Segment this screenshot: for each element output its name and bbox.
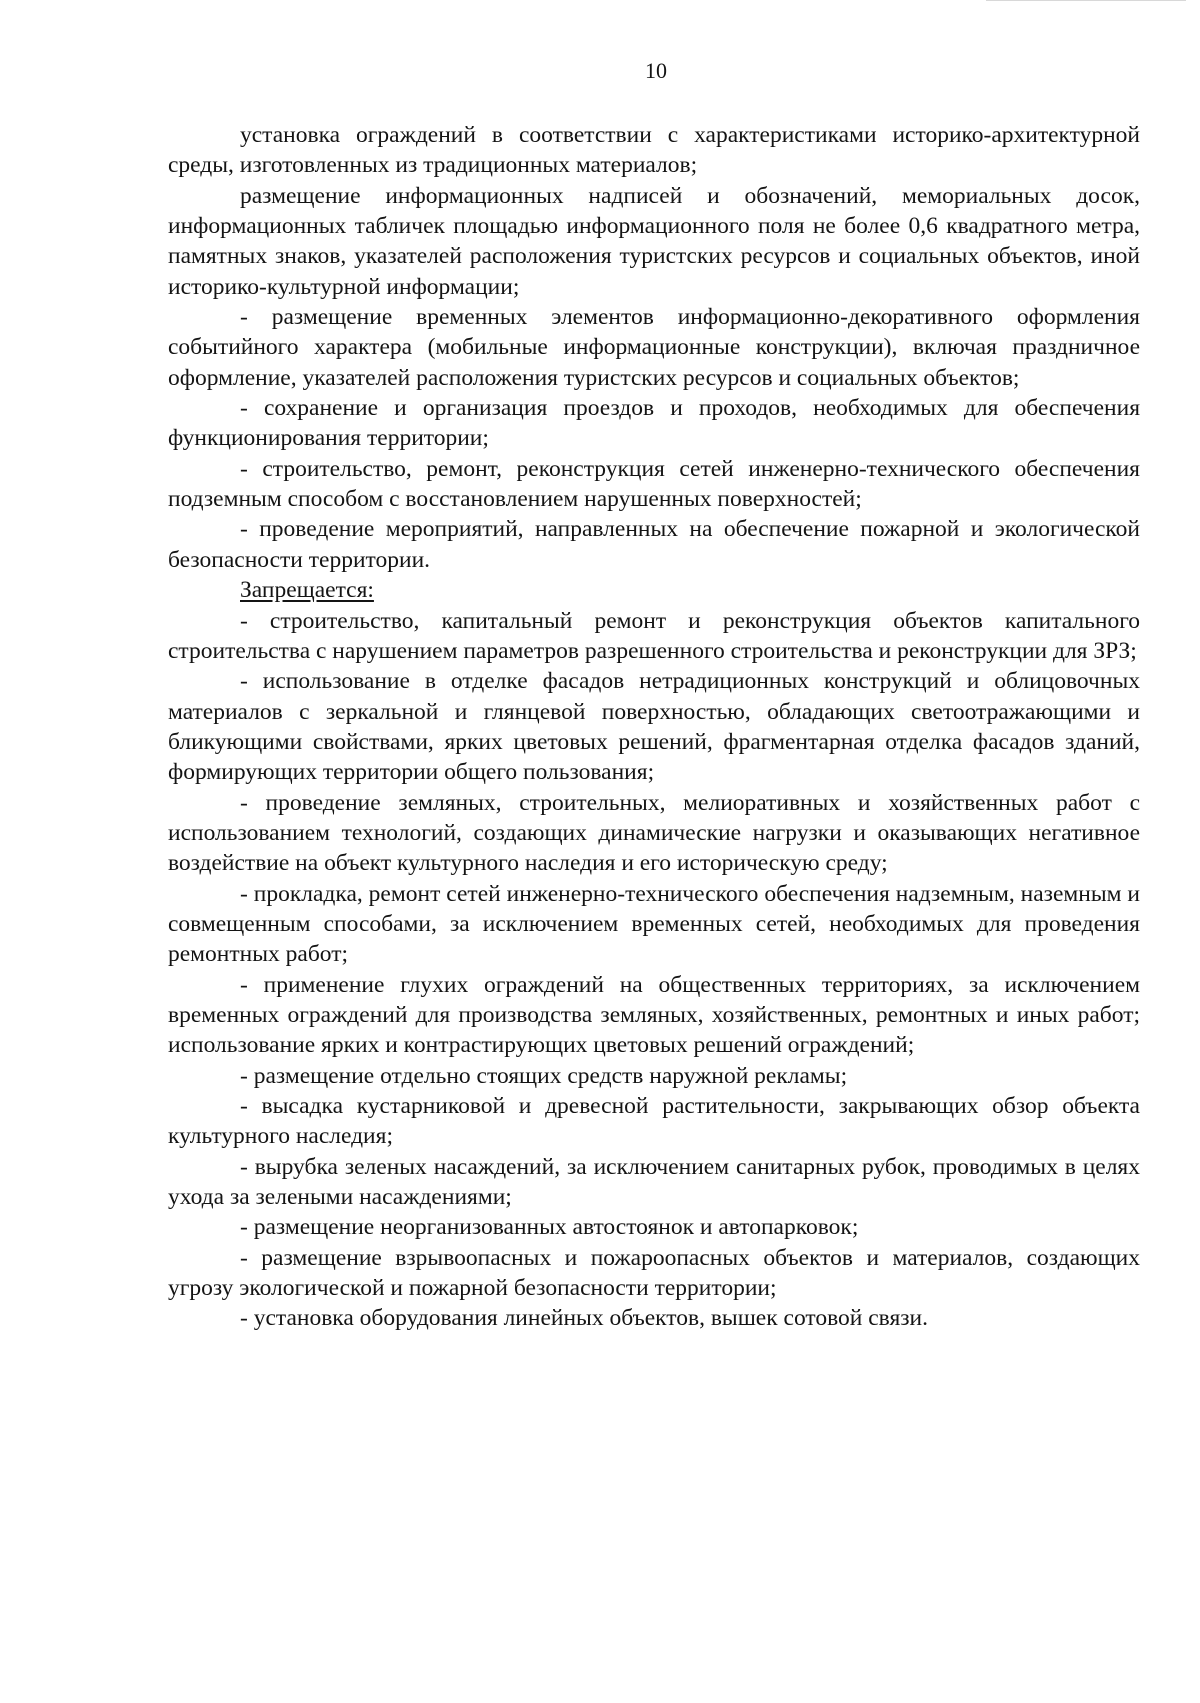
prohibited-item: - установка оборудования линейных объектов, вышек сотовой связи.	[240, 1305, 929, 1332]
prohibited-heading-text: Запрещается:	[240, 577, 374, 604]
prohibited-item: - высадка кустарниковой и древесной растительности, закрывающих обзор объекта культурного наследия;	[168, 1093, 1140, 1150]
scan-edge-line	[986, 0, 1186, 1]
prohibited-item: - размещение неорганизованных автостоянок и автопарковок;	[240, 1214, 859, 1241]
prohibited-item: - применение глухих ограждений на общественных территориях, за исключением временных ограждений для производства земляных, хозяйственных, ремонтных и иных работ; использование ярких и контрастирующих цветовых решений ограждений;	[168, 971, 1140, 1059]
prohibited-item: - вырубка зеленых насаждений, за исключением санитарных рубок, проводимых в целях ухода за зелеными насаждениями;	[168, 1153, 1140, 1211]
paragraph: - проведение мероприятий, направленных на обеспечение пожарной и экологической безопасности территории.	[168, 516, 1140, 573]
prohibited-heading	[168, 575, 1140, 605]
prohibited-item: - размещение взрывоопасных и пожароопасных объектов и материалов, создающих угрозу экологической и пожарной безопасности территории;	[168, 1244, 1140, 1302]
paragraph: установка ограждений в соответствии с характеристиками историко-архитектурной среды, изготовленных из традиционных материалов;	[168, 122, 1140, 179]
document-body	[168, 120, 1140, 1334]
paragraph: - размещение временных элементов информационно-декоративного оформления событийного характера (мобильные информационные конструкции), включая праздничное оформление, указателей расположения туристских ресурсов и социальных объектов;	[168, 304, 1140, 391]
prohibited-item: - прокладка, ремонт сетей инженерно-технического обеспечения надземным, наземным и совмещенным способами, за исключением временных сетей, необходимых для проведения ремонтных работ;	[168, 880, 1140, 968]
paragraph: - строительство, ремонт, реконструкция сетей инженерно-технического обеспечения подземным способом с восстановлением нарушенных поверхностей;	[168, 455, 1140, 513]
prohibited-item: - проведение земляных, строительных, мелиоративных и хозяйственных работ с использованием технологий, создающих динамические нагрузки и оказывающих негативное воздействие на объект культурного наследия и его историческую среду;	[168, 789, 1140, 877]
paragraph: размещение информационных надписей и обозначений, мемориальных досок, информационных табличек площадью информационного поля не более 0,6 квадратного метра, памятных знаков, указателей расположения туристских ресурсов и социальных объектов, иной историко-культурной информации;	[168, 182, 1140, 300]
paragraph: - сохранение и организация проездов и проходов, необходимых для обеспечения функционирования территории;	[168, 395, 1140, 452]
prohibited-item: - строительство, капитальный ремонт и реконструкция объектов капитального строительства с нарушением параметров разрешенного строительства и реконструкции для ЗРЗ;	[168, 607, 1140, 664]
page-number: 10	[645, 58, 667, 83]
prohibited-item: - использование в отделке фасадов нетрадиционных конструкций и облицовочных материалов с зеркальной и глянцевой поверхностью, обладающих светоотражающими и бликующими свойствами, ярких цветовых решений, фрагментарная отделка фасадов зданий, формирующих территории общего пользования;	[168, 668, 1140, 786]
prohibited-item: - размещение отдельно стоящих средств наружной рекламы;	[240, 1062, 848, 1089]
